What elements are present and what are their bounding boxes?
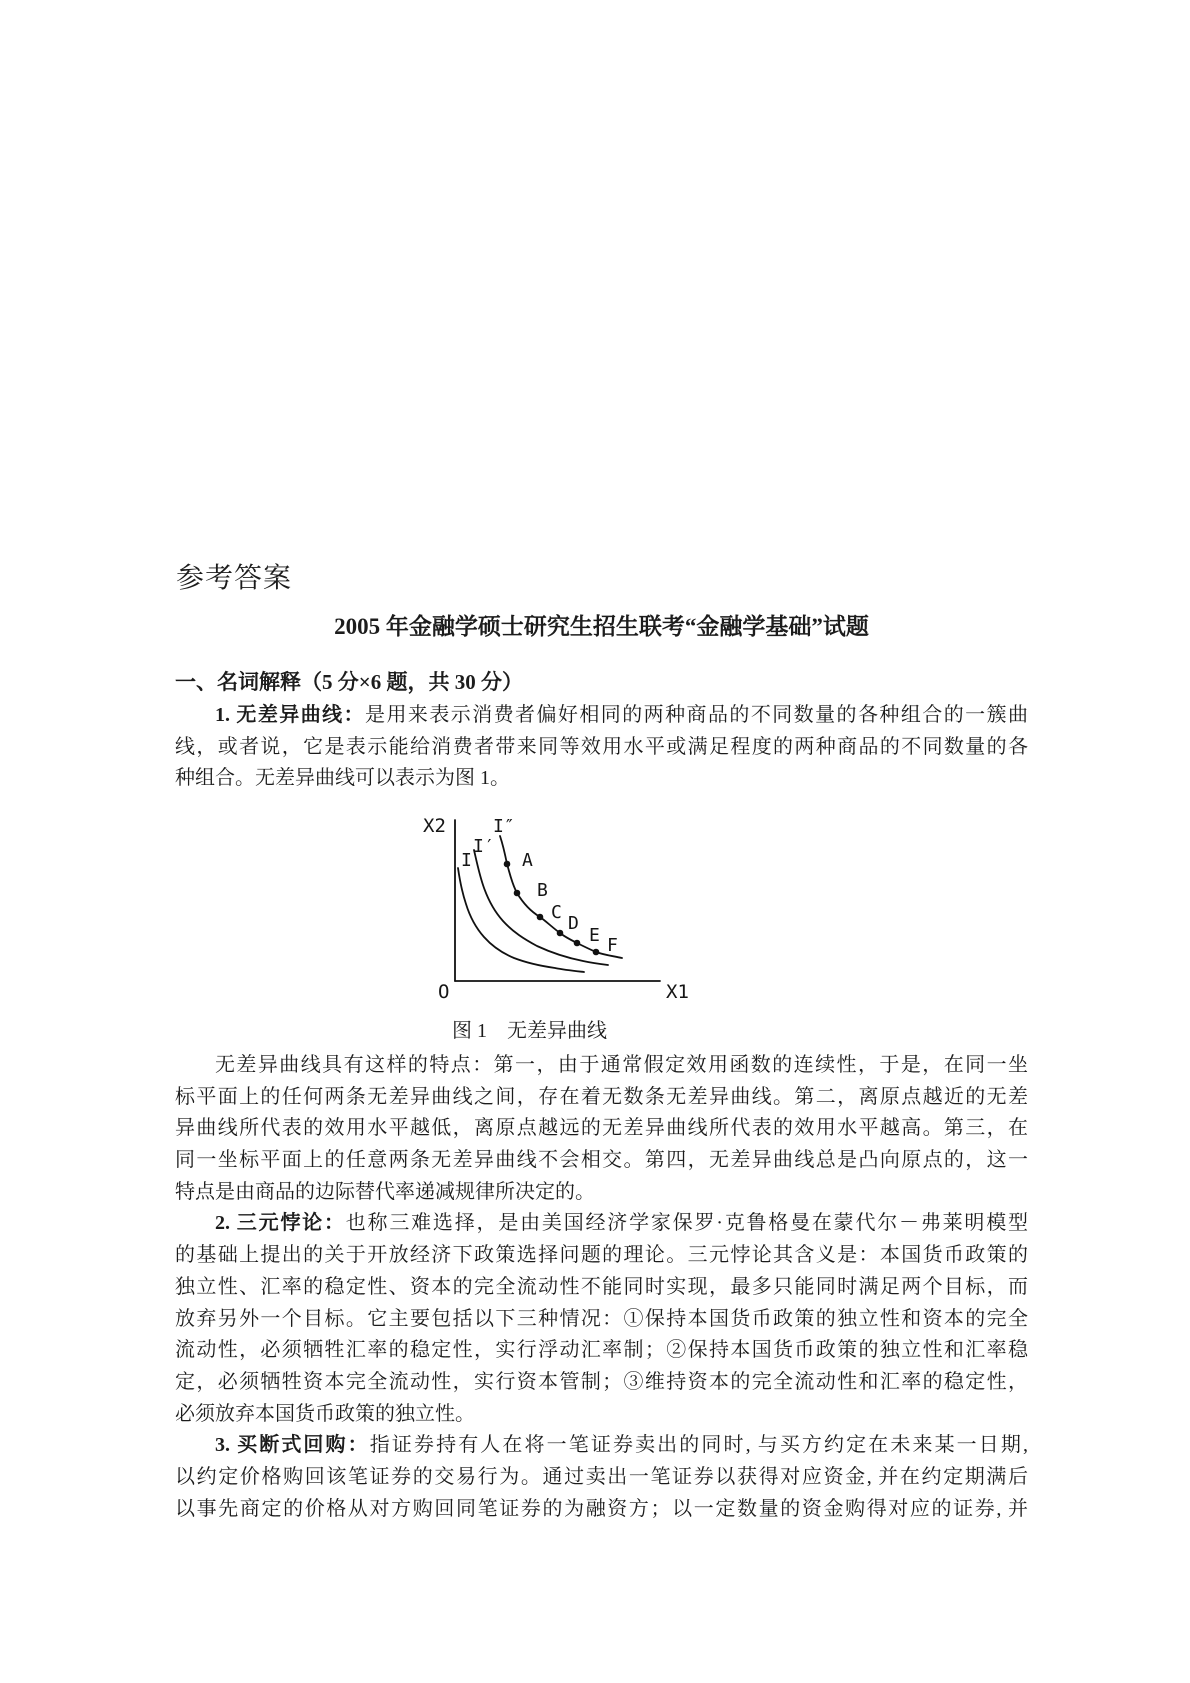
point-B-dot [514, 890, 521, 897]
text-line: 以事先商定的价格从对方购回同笔证券的为融资方；以一定数量的资金购得对应的证券, 并 [175, 1497, 1028, 1520]
text-line: 异曲线所代表的效用水平越低，离原点越远的无差异曲线所代表的效用水平越高。第三，在 [175, 1117, 1028, 1140]
figure-indifference-curves [410, 808, 710, 1008]
point-D-dot [557, 930, 564, 937]
answer-key-heading: 参考答案 [176, 563, 293, 594]
point-F-dot [593, 949, 600, 956]
point-label-E: E [589, 925, 600, 946]
text-line: 种组合。无差异曲线可以表示为图 1。 [175, 767, 510, 790]
text-line: 1. 无差异曲线：是用来表示消费者偏好相同的两种商品的不同数量的各种组合的一簇曲 [215, 704, 1029, 726]
point-label-C: C [551, 902, 562, 923]
point-label-D: D [568, 913, 579, 934]
document-title: 2005 年金融学硕士研究生招生联考“金融学基础”试题 [334, 614, 869, 639]
paragraph-indifference-curve-definition [175, 700, 1028, 795]
text-line: 必须放弃本国货币政策的独立性。 [175, 1402, 475, 1425]
text-line: 特点是由商品的边际替代率递减规律所决定的。 [175, 1180, 595, 1203]
text-line: 2. 三元悖论：也称三难选择，是由美国经济学家保罗·克鲁格曼在蒙代尔－弗莱明模型 [215, 1212, 1028, 1235]
point-E-dot [574, 940, 581, 947]
text-line: 定，必须牺牲资本完全流动性，实行资本管制；③维持资本的完全流动性和汇率的稳定性， [175, 1370, 1028, 1393]
text-line: 3. 买断式回购：指证券持有人在将一笔证券卖出的同时, 与买方约定在未来某一日期, [215, 1434, 1029, 1457]
section-one-heading: 一、名词解释（5 分×6 题，共 30 分） [175, 670, 523, 694]
text-line: 标平面上的任何两条无差异曲线之间，存在着无数条无差异曲线。第二，离原点越近的无差 [175, 1085, 1028, 1108]
point-A-dot [504, 861, 511, 868]
text-line: 放弃另外一个目标。它主要包括以下三种情况：①保持本国货币政策的独立性和资本的完全 [175, 1307, 1028, 1330]
origin-label: O [438, 981, 450, 1003]
text-line: 流动性，必须牺牲汇率的稳定性，实行浮动汇率制；②保持本国货币政策的独立性和汇率稳 [175, 1339, 1028, 1362]
text-line: 以约定价格购回该笔证券的交易行为。通过卖出一笔证券以获得对应资金, 并在约定期满后 [175, 1465, 1028, 1488]
figure-caption: 图 1 无差异曲线 [452, 1020, 607, 1042]
curve-label-I-double-prime: I″ [493, 816, 515, 837]
x-axis-label: X1 [666, 981, 689, 1003]
text-line: 独立性、汇率的稳定性、资本的完全流动性不能同时实现，最多只能同时满足两个目标，而 [175, 1275, 1028, 1298]
curve-label-I: I [461, 850, 472, 871]
paragraph-indifference-curve-properties [175, 1050, 1028, 1208]
paragraph-trilemma [175, 1208, 1028, 1430]
point-label-A: A [522, 850, 533, 871]
text-line: 无差异曲线具有这样的特点：第一，由于通常假定效用函数的连续性，于是，在同一坐 [215, 1054, 1028, 1076]
paragraph-outright-repo [175, 1430, 1028, 1525]
y-axis-label: X2 [423, 815, 446, 837]
text-line: 线，或者说，它是表示能给消费者带来同等效用水平或满足程度的两种商品的不同数量的各 [175, 735, 1028, 758]
point-label-B: B [537, 880, 548, 901]
body-text-block [175, 1050, 1028, 1525]
text-line: 的基础上提出的关于开放经济下政策选择问题的理论。三元悖论其含义是：本国货币政策的 [175, 1244, 1028, 1267]
point-C-dot [537, 914, 544, 921]
curve-label-I-prime: I′ [473, 836, 495, 857]
indifference-curve-I-double-prime [500, 836, 622, 958]
text-line: 同一坐标平面上的任意两条无差异曲线不会相交。第四，无差异曲线总是凸向原点的，这一 [175, 1149, 1028, 1172]
point-label-F: F [607, 935, 618, 956]
